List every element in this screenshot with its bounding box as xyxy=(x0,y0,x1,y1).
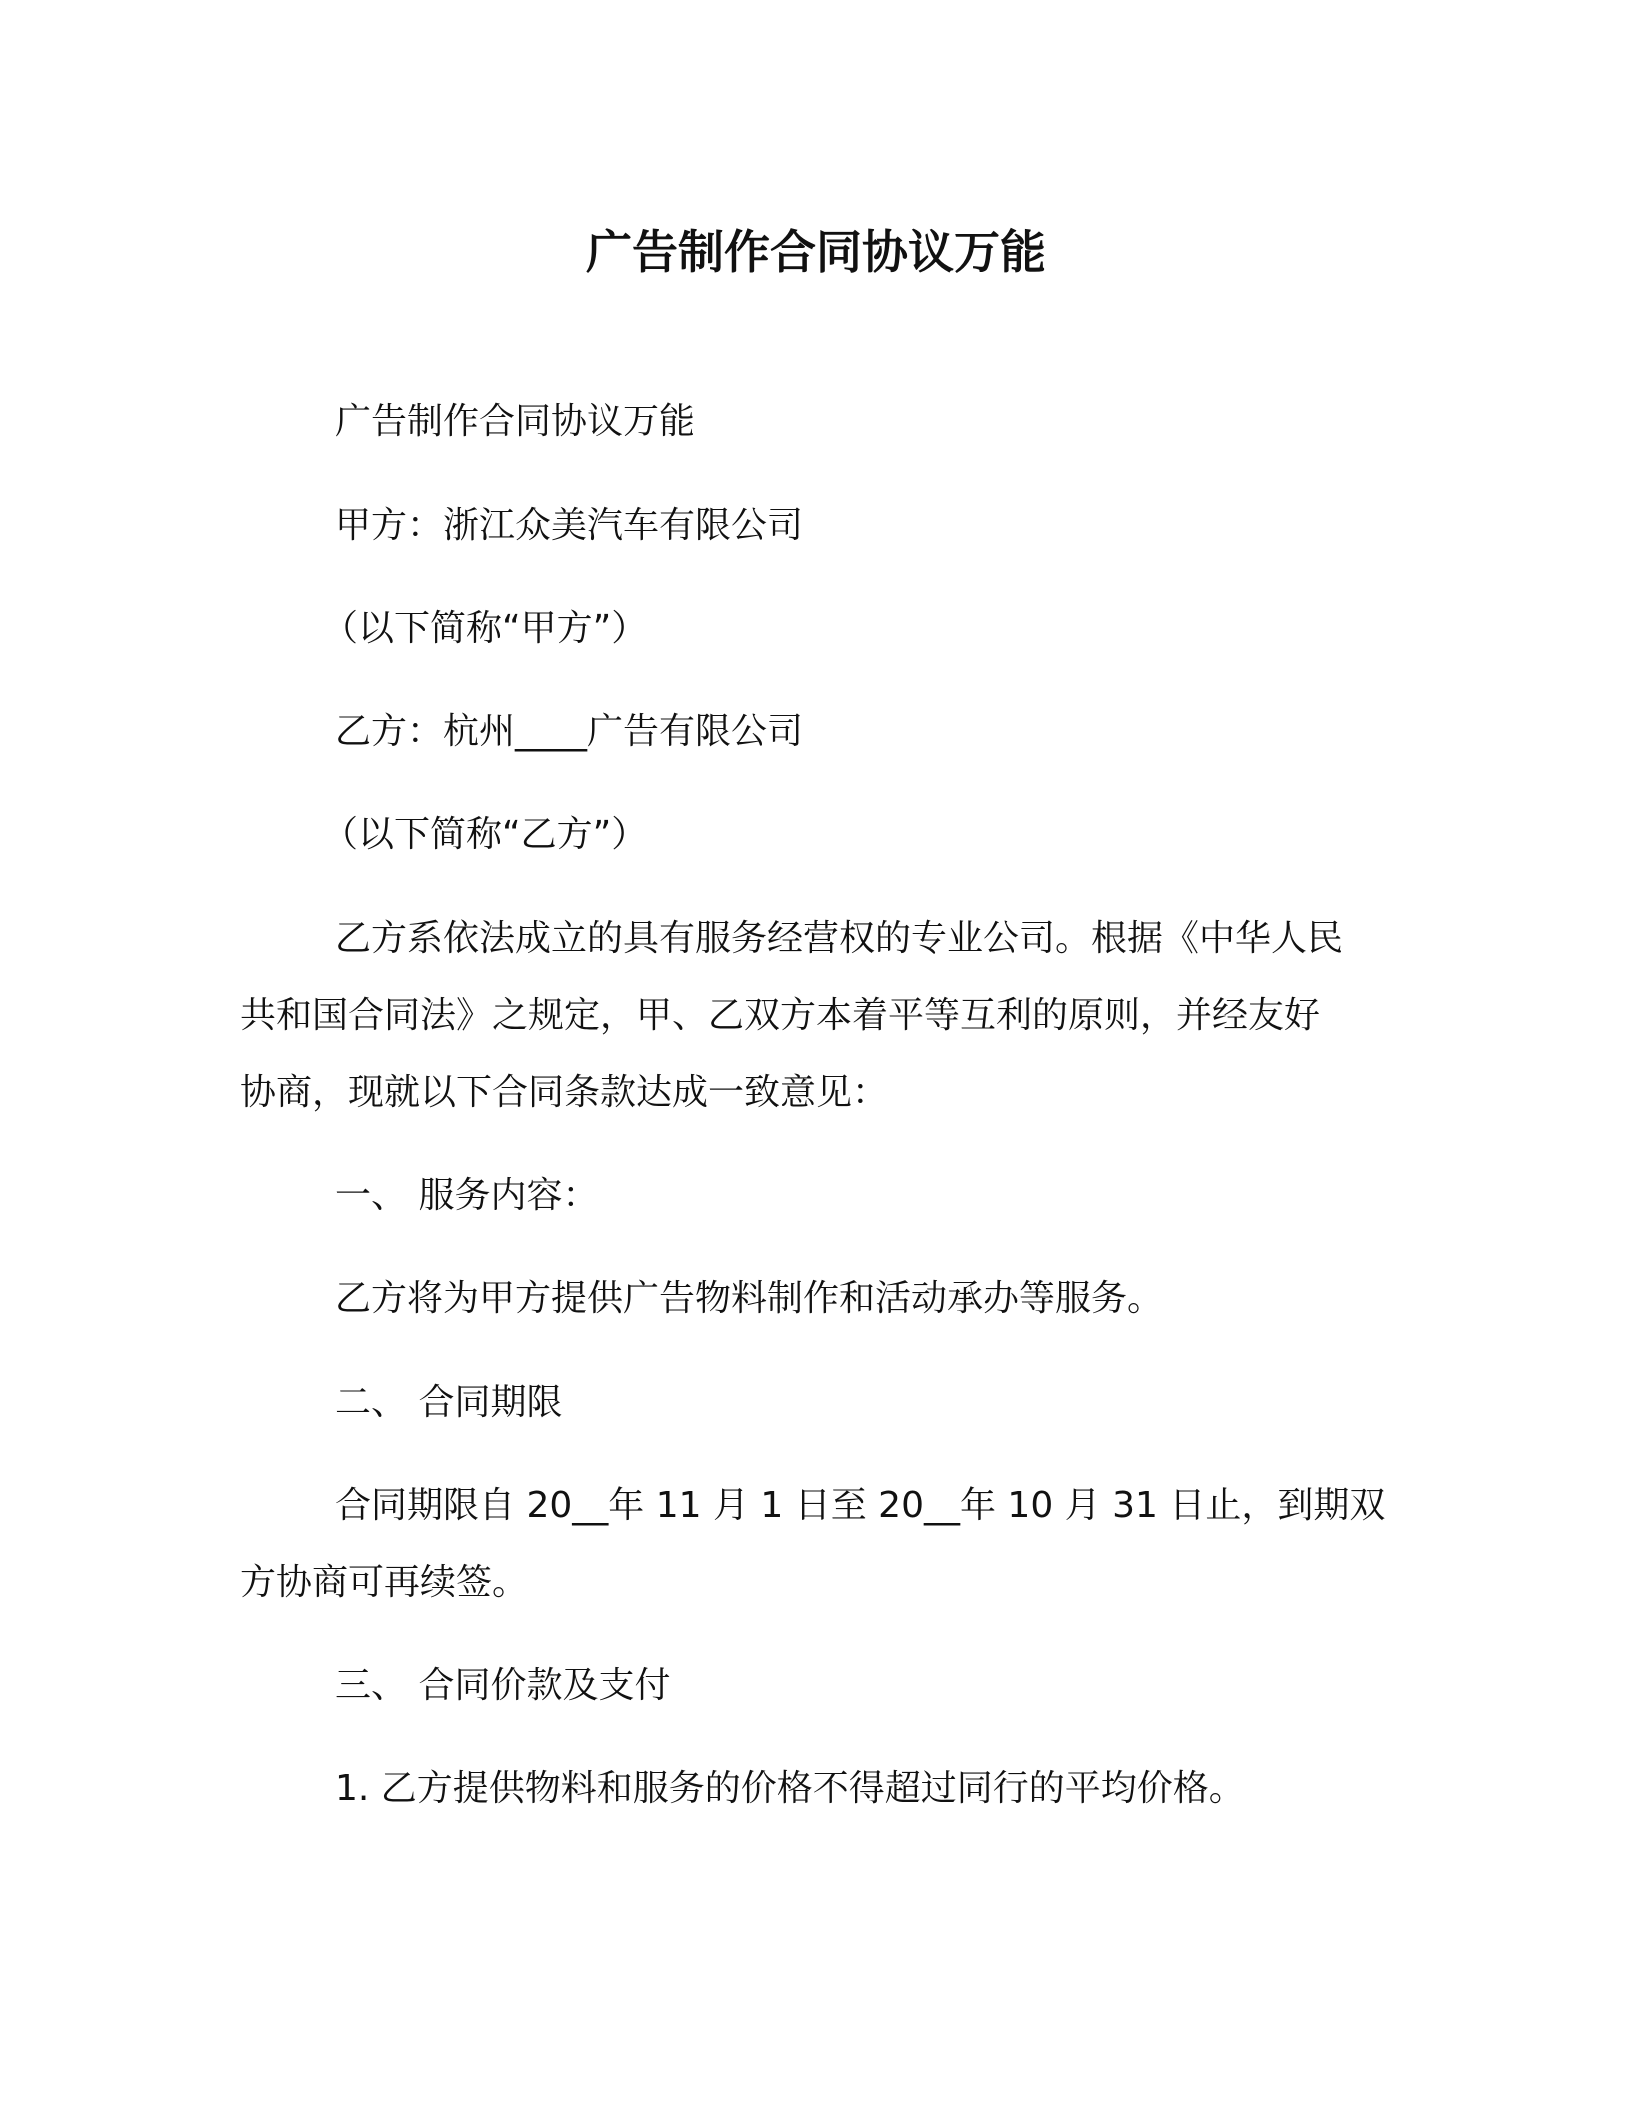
section-2-body-line-2: 方协商可再续签。 xyxy=(240,1562,529,1603)
section-2-heading: 二、 合同期限 xyxy=(335,1382,563,1423)
section-3-item-1: 1. 乙方提供物料和服务的价格不得超过同行的平均价格。 xyxy=(335,1768,1245,1809)
preamble-line-3: 协商，现就以下合同条款达成一致意见： xyxy=(240,1072,889,1113)
party-a-line: 甲方：浙江众美汽车有限公司 xyxy=(335,505,804,546)
preamble-line-1: 乙方系依法成立的具有服务经营权的专业公司。根据《中华人民 xyxy=(335,918,1344,959)
section-2-body-line-1: 合同期限自 20__年 11 月 1 日至 20__年 10 月 31 日止，到期双 xyxy=(335,1485,1386,1526)
preamble-line-2: 共和国合同法》之规定，甲、乙双方本着平等互利的原则，并经友好 xyxy=(240,995,1321,1036)
party-b-alias: （以下简称“乙方”） xyxy=(322,814,648,855)
section-1-body: 乙方将为甲方提供广告物料制作和活动承办等服务。 xyxy=(335,1278,1164,1319)
section-3-heading: 三、 合同价款及支付 xyxy=(335,1665,671,1706)
party-a-alias: （以下简称“甲方”） xyxy=(322,608,648,649)
document-title: 广告制作合同协议万能 xyxy=(586,225,1046,279)
document-subtitle: 广告制作合同协议万能 xyxy=(335,401,696,442)
party-b-line: 乙方：杭州____广告有限公司 xyxy=(335,711,804,752)
section-1-heading: 一、 服务内容： xyxy=(335,1175,599,1216)
